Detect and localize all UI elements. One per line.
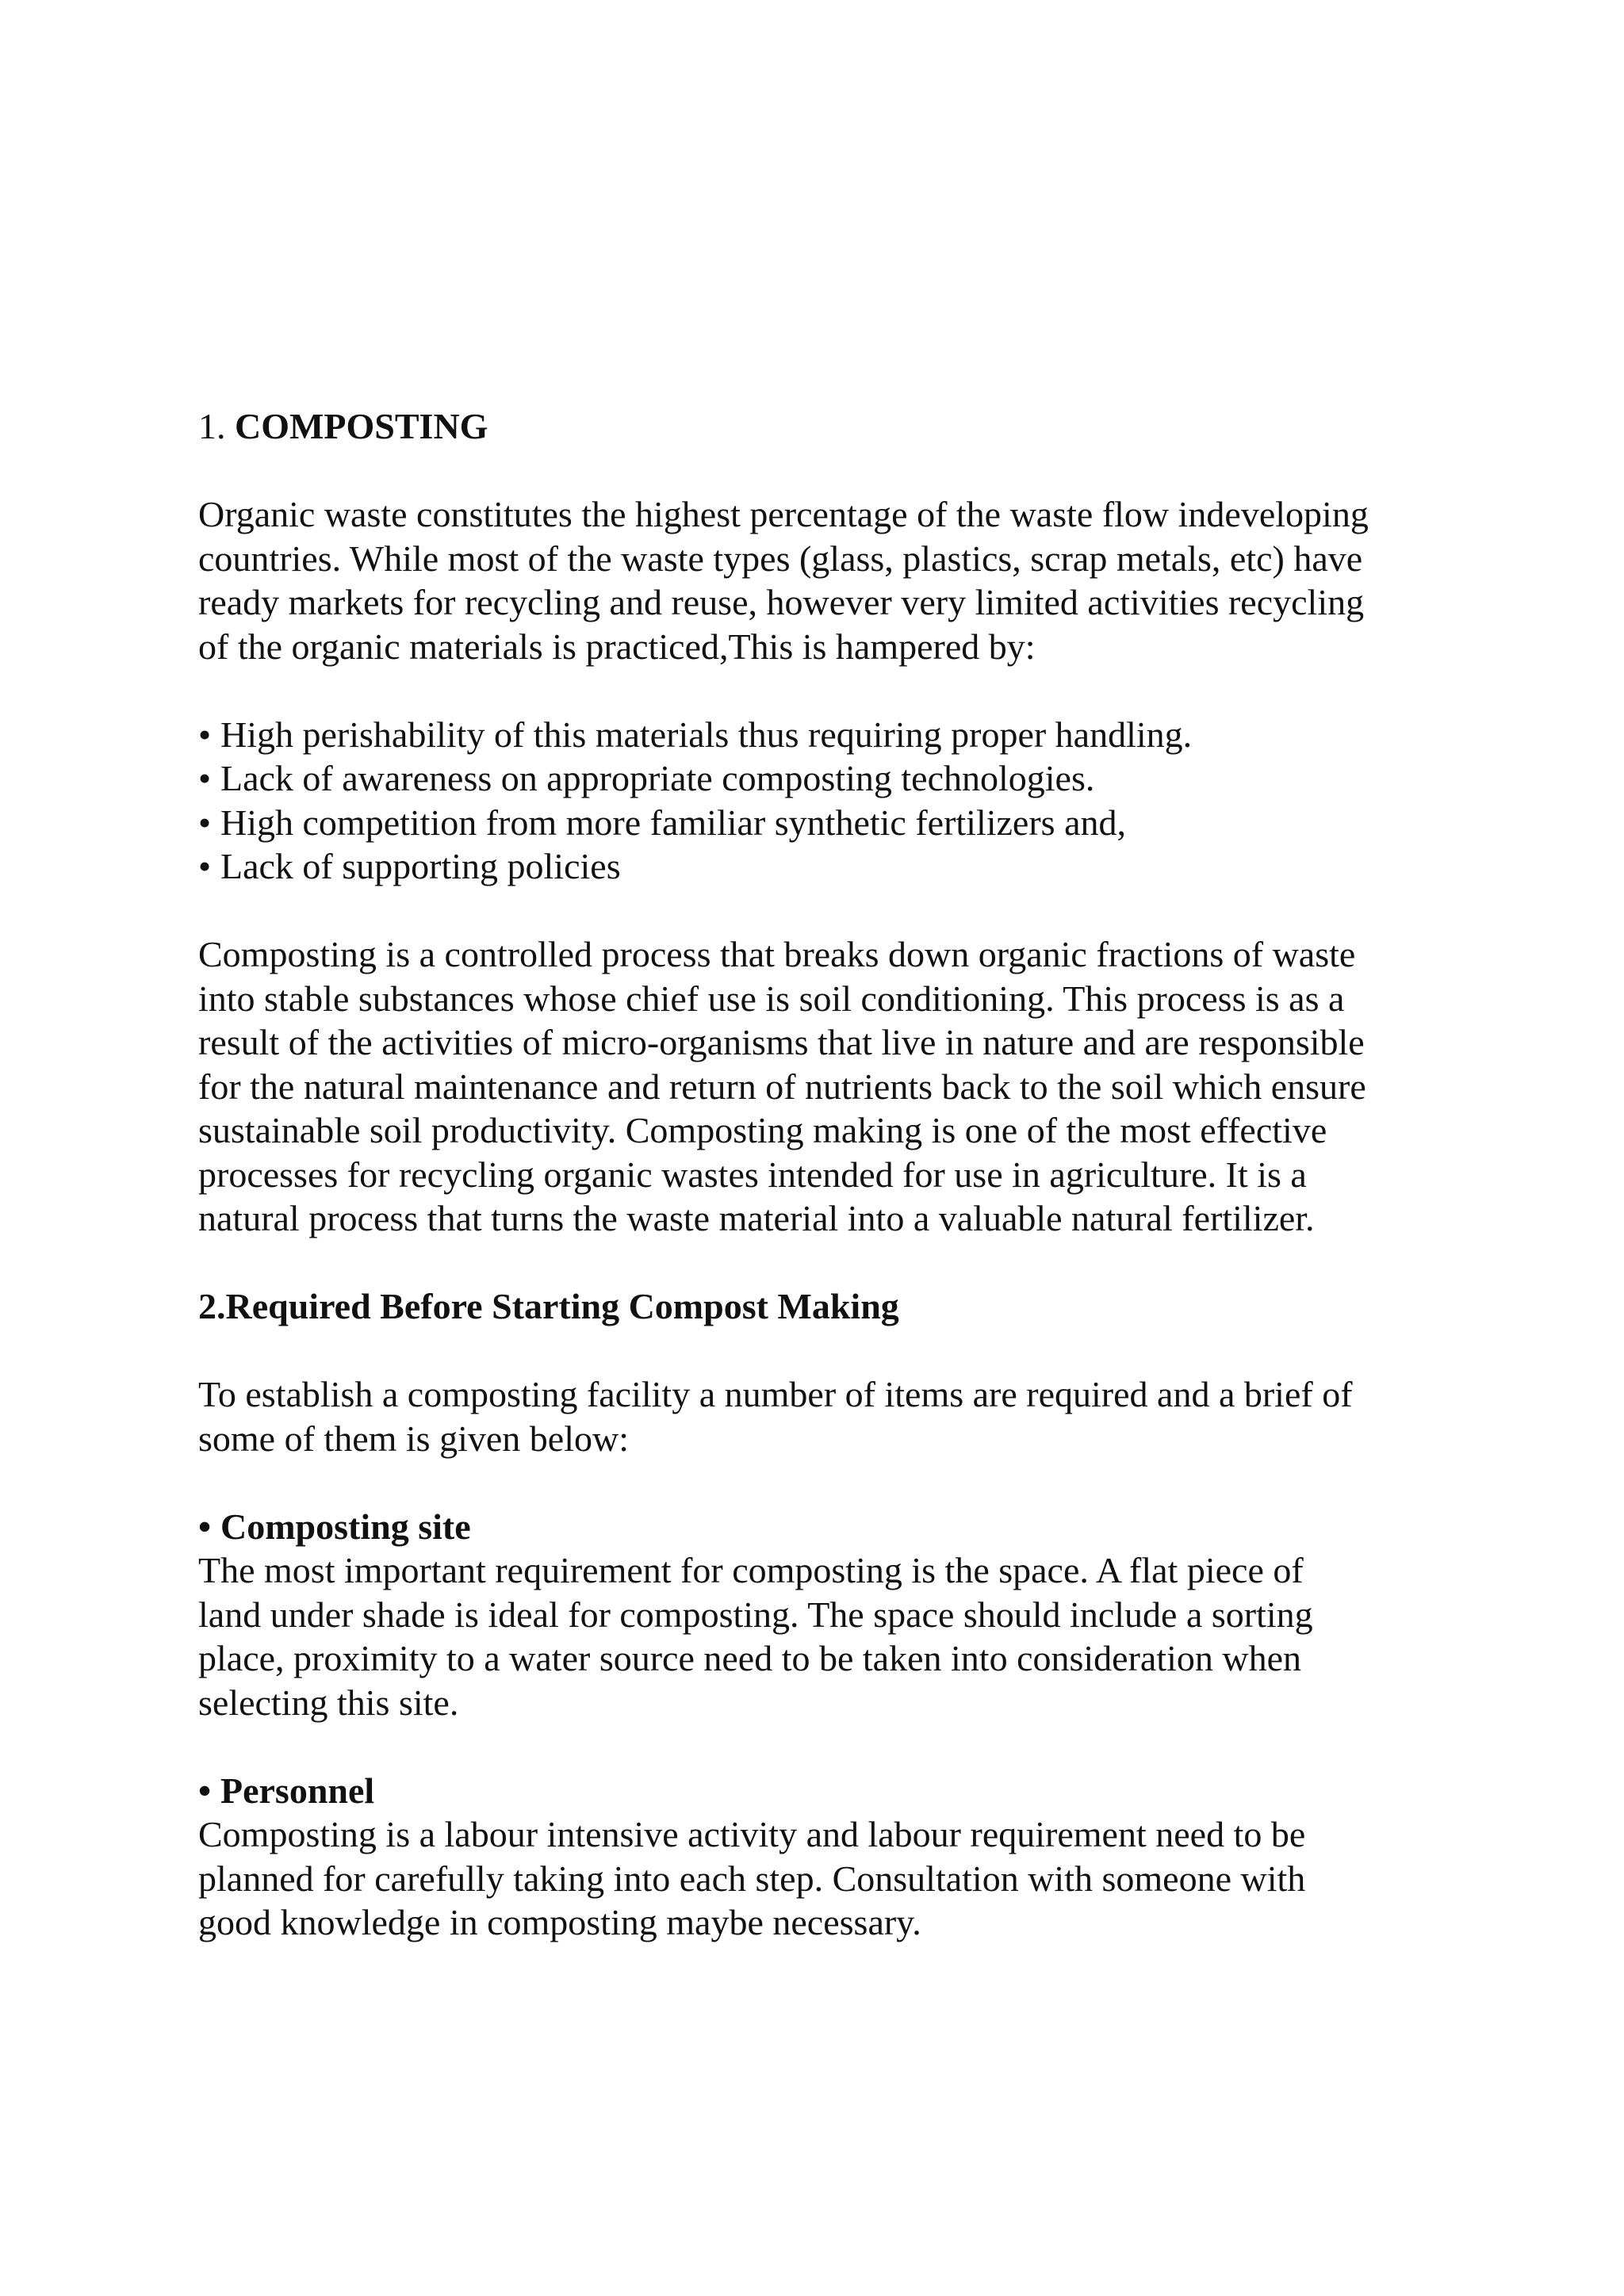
paragraph-line: processes for recycling organic wastes intended for use in agriculture. It is a (198, 1154, 1307, 1195)
paragraph-line: place, proximity to a water source need to be taken into consideration when (198, 1638, 1302, 1678)
document-page (198, 404, 1439, 1945)
item-title: Composting site (220, 1506, 471, 1547)
spacer (198, 889, 1439, 933)
section-1-intro-paragraph (198, 492, 1439, 668)
paragraph-line: for the natural maintenance and return of nutrients back to the soil which ensure (198, 1066, 1366, 1107)
section-1-number: 1. (198, 406, 235, 446)
bullet-item (198, 713, 1439, 757)
spacer (198, 1724, 1439, 1769)
composting-site-heading (198, 1505, 1439, 1549)
personnel-paragraph (198, 1812, 1439, 1945)
spacer (198, 1460, 1439, 1505)
bullet-icon: • (198, 1770, 212, 1811)
spacer (198, 668, 1439, 713)
bullet-item (198, 844, 1439, 889)
spacer (198, 449, 1439, 493)
constraints-bullet-list (198, 713, 1439, 889)
section-2-intro-paragraph (198, 1372, 1439, 1460)
paragraph-line: sustainable soil productivity. Composting making is one of the most effective (198, 1110, 1327, 1150)
paragraph-line: planned for carefully taking into each step. Consultation with someone with (198, 1858, 1306, 1899)
paragraph-line: land under shade is ideal for composting. The space should include a sorting (198, 1594, 1313, 1635)
section-1-heading (198, 404, 1439, 449)
bullet-text: Lack of awareness on appropriate composting technologies. (220, 758, 1095, 798)
paragraph-line: selecting this site. (198, 1682, 459, 1723)
bullet-text: Lack of supporting policies (220, 846, 621, 886)
composting-description-paragraph (198, 932, 1439, 1241)
spacer (198, 1329, 1439, 1373)
bullet-icon: • (198, 846, 212, 886)
section-1-title: COMPOSTING (235, 406, 488, 446)
section-2-heading: 2.Required Before Starting Compost Making (198, 1286, 899, 1326)
paragraph-line: ready markets for recycling and reuse, however very limited activities recycling (198, 582, 1365, 622)
item-title: Personnel (220, 1770, 375, 1811)
bullet-item (198, 756, 1439, 801)
bullet-icon: • (198, 758, 212, 798)
paragraph-line: natural process that turns the waste material into a valuable natural fertilizer. (198, 1198, 1315, 1238)
paragraph-line: good knowledge in composting maybe necessary. (198, 1902, 921, 1942)
paragraph-line: result of the activities of micro-organisms that live in nature and are responsible (198, 1022, 1365, 1062)
paragraph-line: Organic waste constitutes the highest percentage of the waste flow indeveloping (198, 494, 1369, 534)
bullet-item (198, 801, 1439, 845)
spacer (198, 1241, 1439, 1285)
paragraph-line: of the organic materials is practiced,This is hampered by: (198, 626, 1036, 667)
composting-site-paragraph (198, 1548, 1439, 1724)
paragraph-line: some of them is given below: (198, 1418, 629, 1459)
bullet-icon: • (198, 802, 212, 843)
paragraph-line: The most important requirement for composting is the space. A flat piece of (198, 1550, 1304, 1590)
personnel-heading (198, 1769, 1439, 1813)
paragraph-line: Composting is a labour intensive activity and labour requirement need to be (198, 1814, 1306, 1854)
paragraph-line: Composting is a controlled process that breaks down organic fractions of waste (198, 934, 1356, 974)
bullet-text: High perishability of this materials thus requiring proper handling. (220, 714, 1193, 755)
paragraph-line: To establish a composting facility a number of items are required and a brief of (198, 1374, 1353, 1414)
paragraph-line: countries. While most of the waste types (glass, plastics, scrap metals, etc) have (198, 538, 1363, 579)
bullet-icon: • (198, 1506, 212, 1547)
bullet-icon: • (198, 714, 212, 755)
paragraph-line: into stable substances whose chief use is soil conditioning. This process is as a (198, 978, 1345, 1019)
bullet-text: High competition from more familiar synthetic fertilizers and, (220, 802, 1126, 843)
